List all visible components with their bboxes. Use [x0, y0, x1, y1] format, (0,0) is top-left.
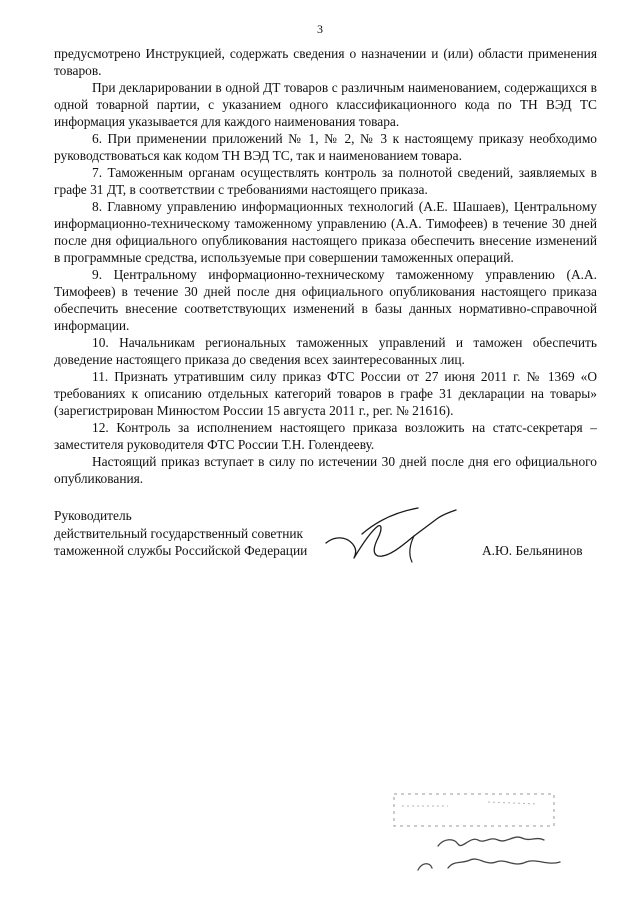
- signer-name: А.Ю. Бельянинов: [482, 543, 583, 558]
- handwritten-signature: [318, 498, 468, 578]
- stamp-handwriting: [418, 837, 560, 870]
- paragraph-item-12: 12. Контроль за исполнением настоящего приказа возложить на статс-секретаря – заместителя руководителя ФТС России Т.Н. Голендееву.: [54, 420, 597, 452]
- paragraph-continuation: предусмотрено Инструкцией, содержать сведения о назначении и (или) области применения товаров.: [54, 46, 597, 78]
- signer-rank: действительный государственный советник: [54, 525, 304, 541]
- page-number: 3: [317, 22, 323, 36]
- paragraph-item-8: 8. Главному управлению информационных технологий (А.Е. Шашаев), Центральному информационно-техническому таможенному управлению (А.А. Тимофеев) в течение 30 дней после дня официального опубликования настоящего приказа обеспечить внесение изменений в программные средства, используемые при совершении таможенных операций.: [54, 199, 597, 265]
- document-body: [54, 45, 597, 487]
- signer-organization: таможенной службы Российской Федерации: [54, 543, 308, 558]
- paragraph-item-10: 10. Начальникам региональных таможенных управлений и таможен обеспечить доведение настоящего приказа до сведения всех заинтересованных лиц.: [54, 335, 597, 367]
- paragraph-item-6: 6. При применении приложений № 1, № 2, № 3 к настоящему приказу необходимо руководствоваться как кодом ТН ВЭД ТС, так и наименованием товара.: [54, 131, 597, 163]
- paragraph-effective-date: Настоящий приказ вступает в силу по истечении 30 дней после дня его официального опубликования.: [54, 454, 597, 486]
- paragraph-item-11: 11. Признать утратившим силу приказ ФТС России от 27 июня 2011 г. № 1369 «О требованиях к описанию отдельных категорий товаров в графе 31 декларации на товары» (зарегистрирован Минюстом России 15 августа 2011 г., рег. № 21616).: [54, 369, 597, 418]
- signer-title: Руководитель: [54, 508, 132, 523]
- paragraph-declaration-note: При декларировании в одной ДТ товаров с различным наименованием, содержащихся в одной товарной партии, с указанием одного классификационного кода по ТН ВЭД ТС информация указывается для каждого наименования товара.: [54, 80, 597, 129]
- registration-stamp: [388, 788, 598, 888]
- paragraph-item-9: 9. Центральному информационно-техническому таможенному управлению (А.А. Тимофеев) в течение 30 дней после дня официального опубликования настоящего приказа обеспечить внесение соответствующих изменений в базы данных нормативно-справочной информации.: [54, 267, 597, 333]
- paragraph-item-7: 7. Таможенным органам осуществлять контроль за полнотой сведений, заявляемых в графе 31 ДТ, в соответствии с требованиями настоящего приказа.: [54, 165, 597, 197]
